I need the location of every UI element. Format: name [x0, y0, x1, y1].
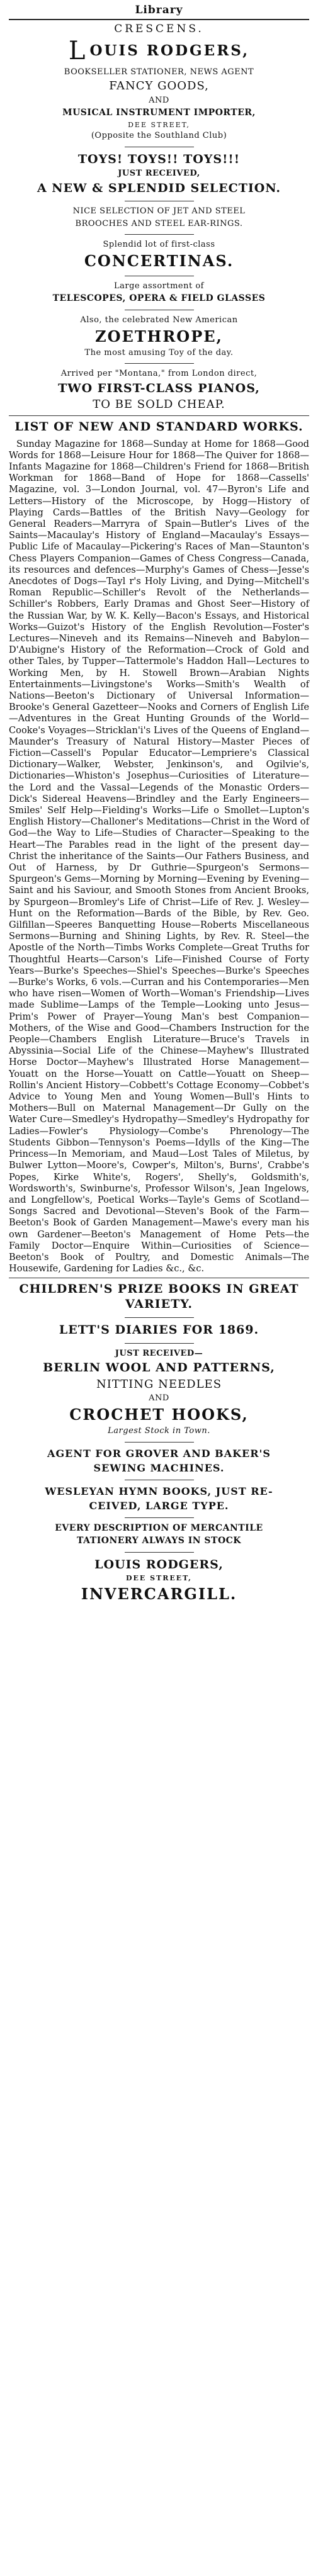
every-description-line-1: EVERY DESCRIPTION OF MERCANTILE [55, 1522, 263, 1533]
opposite-line: (Opposite the Southland Club) [91, 131, 227, 141]
agent-line-2: SEWING MACHINES. [93, 1461, 225, 1474]
street-line: DEE STREET, [128, 120, 190, 129]
jet-line-1: NICE SELECTION OF JET AND STEEL [72, 206, 246, 217]
just-received-line-2: JUST RECEIVED— [115, 1348, 203, 1358]
divider [125, 234, 194, 235]
also-line: Also, the celebrated New American [80, 315, 238, 325]
advert-column [9, 0, 309, 1606]
signature-street: DEE STREET, [126, 1574, 192, 1583]
header-rule [9, 19, 309, 20]
amusing-line: The most amusing Toy of the day. [84, 348, 234, 357]
new-selection-line: A NEW & SPLENDID SELECTION. [37, 181, 281, 195]
divider [125, 1442, 194, 1443]
column-header: Library [135, 4, 183, 16]
just-received-line: JUST RECEIVED, [118, 169, 200, 179]
and-word-2: AND [149, 1393, 169, 1403]
divider [125, 1517, 194, 1518]
childrens-prize-line: CHILDREN'S PRIZE BOOKS IN GREAT VARIETY. [19, 1282, 299, 1312]
concertinas-line: CONCERTINAS. [84, 252, 234, 270]
splendid-line: Splendid lot of first-class [103, 239, 215, 249]
large-assort-line: Large assortment of [114, 281, 204, 291]
trades-line-1: BOOKSELLER STATIONER, NEWS AGENT [64, 67, 254, 77]
berlin-wool-line: BERLIN WOOL AND PATTERNS, [43, 1360, 275, 1375]
to-be-sold-line: TO BE SOLD CHEAP. [93, 398, 225, 412]
zoetrope-line: ZOETHROPE, [95, 327, 223, 346]
crescens-heading: CRESCENS. [114, 23, 204, 35]
arrived-line: Arrived per "Montana," from London direct, [60, 369, 258, 379]
divider [125, 1343, 194, 1344]
wesleyan-line-2: CEIVED, LARGE TYPE. [89, 1499, 229, 1512]
agent-line-1: AGENT FOR GROVER AND BAKER'S [47, 1447, 271, 1460]
proprietor-name [9, 37, 309, 65]
jet-line-2: BROOCHES AND STEEL EAR-RINGS. [75, 218, 243, 228]
telescopes-line: TELESCOPES, OPERA & FIELD GLASSES [52, 293, 266, 304]
trades-line-3: MUSICAL INSTRUMENT IMPORTER, [62, 108, 256, 118]
proprietor-name-rest: OUIS RODGERS, [89, 42, 250, 59]
signature-town: INVERCARGILL. [81, 1585, 237, 1604]
works-title: LIST OF NEW AND STANDARD WORKS. [14, 419, 304, 434]
toys-line: TOYS! TOYS!! TOYS!!! [77, 152, 241, 166]
works-list-text: Sunday Magazine for 1868—Sunday at Home for 1868—Good Words for 1868—Leisure Hour for 1868—The Quiver for 1868—Infants Magazine for 1868—Children's Friend for 1868—British Workman for 1868—Band of Hope for 1868—Cassells' Magazine, vol. 3—London Journal, vol. 47—Byron's Life and Letters—History of the Microscope, by Hogg—History of Playing Cards—Battles of the British Navy—Geology for General Readers—Marryra of Spain—Butler's Lives of the Saints—Macaulay's History of England—Macaulay's Essays—Public Life of Macaulay—Pickering's Races of Man—Staunton's Chess Players Companion—Games of Chess Congress—Canada, its resources and defences—Murphy's Games of Chess—Jesse's Anecdotes of Dogs—Tayl r's Holy Living, and Dying—Mitchell's Roman Republic—Schiller's Revolt of the Netherlands—Schiller's Robbers, Early Dramas and Ghost Seer—History of the Russian War, by W. K. Kelly—Bacon's Essays, and Historical Works—Guizot's History of the English Revolution—Foster's Lectures—Nineveh and its Remains—Nineveh and Babylon—D'Aubigne's History of the Reformation—Crock of Gold and other Tales, by Tupper—Tattermole's Haddon Hall—Lectures to Working Men, by H. Stowell Brown—Arabian Nights Entertainments—Livingstone's Works—Smith's Wealth of Nations—Beeton's Dictionary of Universal Information—Brooke's General Gazetteer—Nooks and Corners of English Life—Adventures in the Great Hunting Grounds of the World—Cooke's Voyages—Stricklan'i's Lives of the Queens of England—Maunder's Treasury of Natural History—Master Pieces of Fiction—Cassell's Popular Educator—Lempriere's Classical Dictionary—Walker, Webster, Jenkinson's, and Ogilvie's, Dictionaries—Whiston's Josephus—Curiosities of Literature—the Lord and the Vassal—Legends of the Monastic Orders—Dick's Sidereal Heavens—Brindley and the Early Engineers—Smiles' Self Help—Fielding's Works—Life o Smollet—Lupton's English History—Challoner's Meditations—Christ in the Word of God—the Way to Life—Studies of Character—Speaking to the Heart—The Parables read in the light of the present day—Christ the inheritance of the Saints—Our Fathers Business, and Out of Harness, by Dr Guthrie—Spurgeon's Sermons—Spurgeon's Gems—Morning by Morning—Evening by Evening—Saint and his Saviour, and Smooth Stones from Ancient Brooks, by Spurgeon—Bromley's Life of Christ—Life of Rev. J. Wesley—Hunt on the Reformation—Bards of the Bible, by Rev. Geo. Gilfillan—Speeres Banquetting House—Roberts Miscellaneous Sermons—Burning and Shining Lights, by Rev. R. Steel—the Apostle of the North—Timbs Works Complete—Great Truths for Thoughtful Hearts—Carson's Life—Finished Course of Forty Years—Burke's Speeches—Shiel's Speeches—Burke's Speeches—Burke's Works, 6 vols.—Curran and his Contemporaries—Men who have risen—Women of Worth—Woman's Friendship—Lives made Sublime—Lamps of the Temple—Looking unto Jesus—Prim's Power of Prayer—Young Man's best Companion—Mothers, of the Wise and Good—Chambers Instruction for the People—Chambers English Literature—Bruce's Travels in Abyssinia—Social Life of the Chinese—Mayhew's Illustrated Horse Doctor—Mayhew's Illustrated Horse Management—Youatt on the Horse—Youatt on Cattle—Youatt on Sheep—Rollin's Ancient History—Cobbett's Cottage Economy—Cobbet's Advice to Young Men and Young Women—Bull's Hints to Mothers—Bull on Maternal Management—Dr Gully on the Water Cure—Smedley's Hydropathy—Smedley's Hydropathy for Ladies—Fowler's Physiology—Combe's Phrenology—The Students Gibbon—Tennyson's Poems—Idylls of the King—The Princess—In Memoriam, and Maud—Lost Tales of Miletus, by Bulwer Lytton—Moore's, Cowper's, Milton's, Burns', Crabbe's Popes, Kirke White's, Rogers', Shelly's, Goldsmith's, Wordsworth's, Swinburne's, Professor Wilson's, Jean Ingelows, and Longfellow's, Poetical Works—Tayle's Gems of Scotland—Songs Sacred and Devotional—Steven's Book of the Farm—Beeton's Book of Garden Management—Mawe's every man his own Gardener—Beeton's Management of Home Pets—the Family Doctor—Enquire Within—Curiosities of Science—Beeton's Book of Poultry, and Domestic Animals—The Housewife, Gardening for Ladies &c., &c. [9, 438, 309, 1274]
divider [125, 1317, 194, 1318]
trades-line-2: FANCY GOODS, [109, 79, 209, 93]
proprietor-initial: L [68, 37, 88, 65]
divider [125, 363, 194, 364]
wesleyan-line-1: WESLEYAN HYMN BOOKS, JUST RE- [45, 1485, 273, 1497]
netting-needles-line: NITTING NEEDLES [96, 1377, 222, 1391]
largest-stock-line: Largest Stock in Town. [108, 1426, 210, 1436]
section-rule [9, 415, 309, 416]
signature-name: LOUIS RODGERS, [94, 1557, 224, 1572]
crochet-hooks-line: CROCHET HOOKS, [69, 1405, 249, 1424]
pianos-line: TWO FIRST-CLASS PIANOS, [58, 381, 260, 395]
and-word: AND [149, 95, 169, 105]
every-description-line-2: TATIONERY ALWAYS IN STOCK [77, 1536, 241, 1546]
divider [125, 1552, 194, 1553]
letts-diaries-line: LETT'S DIARIES FOR 1869. [59, 1322, 259, 1337]
